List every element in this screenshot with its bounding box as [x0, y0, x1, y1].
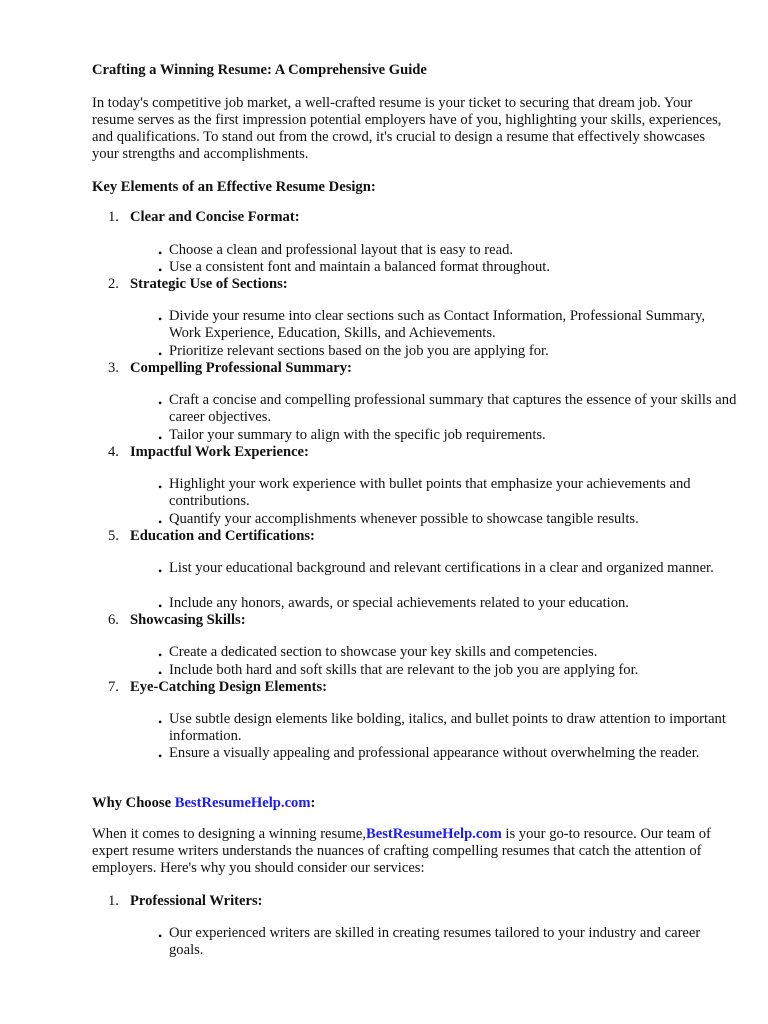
bullet-icon: •	[158, 480, 163, 494]
list-item: • Ensure a visually appealing and professional appearance without overwhelming the reader.	[158, 745, 700, 763]
list-item: • List your educational background and relevant certifications in a clear and organized manner.	[158, 560, 714, 578]
bullet-icon: •	[158, 347, 163, 361]
list-item: • Our experienced writers are skilled in creating resumes tailored to your industry and career goals.	[158, 925, 701, 958]
intro-paragraph: In today's competitive job market, a well-crafted resume is your ticket to securing that dream job. Your resume serves as the first impression potential employers have of you, highlighting your skills, experiences, and qualifications. To stand out from the crowd, it's crucial to design a resume that effectively showcases your strengths and accomplishments.	[92, 95, 722, 162]
why-paragraph: When it comes to designing a winning resume,BestResumeHelp.com is your go-to resource. Our team of expert resume writers understands the nuances of crafting compelling resumes that catch the attention of employers. Here's why you should consider our services:	[92, 826, 711, 876]
bullet-icon: •	[158, 666, 163, 680]
bullet-icon: •	[158, 246, 163, 260]
list-item: • Include any honors, awards, or special achievements related to your education.	[158, 595, 629, 613]
bullet-icon: •	[158, 715, 163, 729]
item-label: Compelling Professional Summary:	[130, 360, 352, 376]
list-item: • Tailor your summary to align with the specific job requirements.	[158, 427, 546, 445]
key-elements-heading: Key Elements of an Effective Resume Design:	[92, 179, 376, 195]
bullet-icon: •	[158, 648, 163, 662]
list-item: • Create a dedicated section to showcase your key skills and competencies.	[158, 644, 598, 662]
list-item: • Include both hard and soft skills that are relevant to the job you are applying for.	[158, 662, 639, 680]
bestresumehelp-link[interactable]: BestResumeHelp.com	[365, 826, 502, 842]
item-number: 1.	[108, 209, 119, 225]
list-item: • Use subtle design elements like bolding, italics, and bullet points to draw attention to important information.	[158, 711, 726, 744]
bullet-icon: •	[158, 599, 163, 613]
bullet-icon: •	[158, 396, 163, 410]
item-label: Impactful Work Experience:	[130, 444, 309, 460]
bestresumehelp-link[interactable]: BestResumeHelp.com	[174, 795, 311, 811]
list-item: • Use a consistent font and maintain a balanced format throughout.	[158, 259, 550, 277]
list-item: • Quantify your accomplishments whenever possible to showcase tangible results.	[158, 511, 639, 529]
list-item: • Prioritize relevant sections based on the job you are applying for.	[158, 343, 549, 361]
bullet-icon: •	[158, 263, 163, 277]
bullet-icon: •	[158, 431, 163, 445]
bullet-icon: •	[158, 564, 163, 578]
bullet-icon: •	[158, 515, 163, 529]
item-number: 3.	[108, 360, 119, 376]
page-title: Crafting a Winning Resume: A Comprehensive Guide	[92, 62, 427, 78]
item-number: 5.	[108, 528, 119, 544]
why-choose-heading: Why Choose BestResumeHelp.com:	[92, 795, 316, 811]
list-item: • Choose a clean and professional layout that is easy to read.	[158, 242, 514, 260]
list-item: • Divide your resume into clear sections such as Contact Information, Professional Summary, Work Experience, Education, Skills, and Achievements.	[158, 308, 706, 341]
bullet-icon: •	[158, 312, 163, 326]
item-label: Eye-Catching Design Elements:	[130, 679, 328, 695]
item-label: Showcasing Skills:	[130, 612, 246, 628]
item-label: Education and Certifications:	[130, 528, 315, 544]
service-number: 1.	[108, 893, 119, 909]
service-label: Professional Writers:	[130, 893, 263, 909]
item-number: 4.	[108, 444, 119, 460]
list-item: • Highlight your work experience with bullet points that emphasize your achievements and contributions.	[158, 476, 691, 509]
list-item: • Craft a concise and compelling professional summary that captures the essence of your skills and career objectives.	[158, 392, 737, 425]
bullet-icon: •	[158, 929, 163, 943]
item-number: 7.	[108, 679, 119, 695]
item-label: Strategic Use of Sections:	[130, 276, 288, 292]
bullet-icon: •	[158, 749, 163, 763]
item-label: Clear and Concise Format:	[130, 209, 300, 225]
item-number: 2.	[108, 276, 119, 292]
item-number: 6.	[108, 612, 119, 628]
